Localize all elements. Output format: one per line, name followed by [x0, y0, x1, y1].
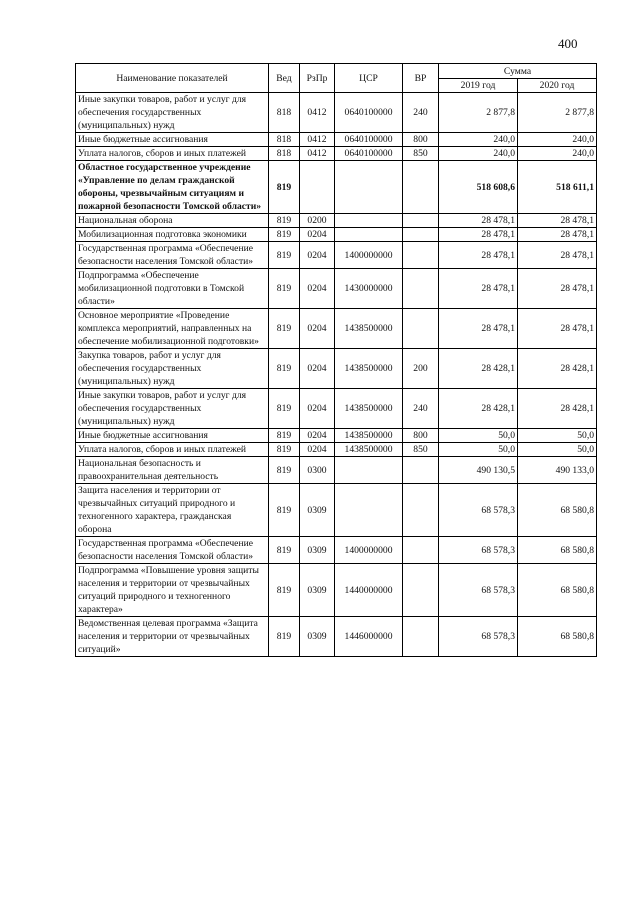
cell-name: Подпрограмма «Повышение уровня защиты населения и территории от чрезвычайных ситуаций природного и техногенного характера» [76, 564, 269, 617]
table-row [76, 147, 597, 161]
cell-csr: 0640100000 [335, 133, 403, 147]
cell-ved: 819 [269, 564, 300, 617]
cell-2019: 68 578,3 [439, 537, 518, 564]
cell-vr [403, 214, 439, 228]
cell-name: Мобилизационная подготовка экономики [76, 228, 269, 242]
cell-2020: 240,0 [518, 133, 597, 147]
cell-ved: 819 [269, 214, 300, 228]
table-row [76, 228, 597, 242]
header-2019: 2019 год [439, 79, 518, 93]
cell-rzpr: 0204 [300, 242, 335, 269]
cell-rzpr: 0309 [300, 484, 335, 537]
page-number: 400 [558, 36, 578, 51]
header-sum: Сумма [439, 64, 597, 79]
table-row [76, 309, 597, 349]
table-row [76, 389, 597, 429]
cell-csr: 1400000000 [335, 537, 403, 564]
cell-rzpr: 0204 [300, 389, 335, 429]
header-ved: Вед [269, 64, 300, 93]
cell-name: Уплата налогов, сборов и иных платежей [76, 443, 269, 457]
cell-name: Защита населения и территории от чрезвычайных ситуаций природного и техногенного характера, гражданская оборона [76, 484, 269, 537]
cell-csr [335, 457, 403, 484]
table-row [76, 93, 597, 133]
cell-vr: 240 [403, 389, 439, 429]
cell-2019: 28 428,1 [439, 389, 518, 429]
cell-csr [335, 484, 403, 537]
cell-name: Национальная безопасность и правоохранительная деятельность [76, 457, 269, 484]
cell-2019: 28 478,1 [439, 214, 518, 228]
cell-rzpr: 0204 [300, 309, 335, 349]
cell-ved: 819 [269, 617, 300, 657]
table-row [76, 161, 597, 214]
cell-ved: 818 [269, 93, 300, 133]
cell-2019: 28 428,1 [439, 349, 518, 389]
cell-name: Национальная оборона [76, 214, 269, 228]
cell-name: Подпрограмма «Обеспечение мобилизационной подготовки в Томской области» [76, 269, 269, 309]
cell-2019: 28 478,1 [439, 228, 518, 242]
cell-vr [403, 242, 439, 269]
cell-rzpr: 0204 [300, 228, 335, 242]
header-2020: 2020 год [518, 79, 597, 93]
cell-ved: 819 [269, 457, 300, 484]
cell-name: Ведомственная целевая программа «Защита населения и территории от чрезвычайных ситуаций» [76, 617, 269, 657]
cell-vr [403, 457, 439, 484]
cell-vr [403, 617, 439, 657]
cell-rzpr: 0412 [300, 93, 335, 133]
cell-ved: 819 [269, 349, 300, 389]
cell-2020: 2 877,8 [518, 93, 597, 133]
cell-2019: 240,0 [439, 147, 518, 161]
cell-rzpr: 0204 [300, 349, 335, 389]
header-csr: ЦСР [335, 64, 403, 93]
table-row [76, 133, 597, 147]
table-row [76, 564, 597, 617]
cell-ved: 819 [269, 484, 300, 537]
cell-csr: 1438500000 [335, 443, 403, 457]
cell-2020: 28 478,1 [518, 214, 597, 228]
cell-ved: 819 [269, 269, 300, 309]
cell-csr: 0640100000 [335, 147, 403, 161]
cell-2020: 28 428,1 [518, 349, 597, 389]
header-name: Наименование показателей [76, 64, 269, 93]
cell-vr [403, 161, 439, 214]
cell-2020: 28 478,1 [518, 269, 597, 309]
cell-csr [335, 161, 403, 214]
cell-rzpr: 0204 [300, 443, 335, 457]
cell-2019: 518 608,6 [439, 161, 518, 214]
cell-name: Иные закупки товаров, работ и услуг для обеспечения государственных (муниципальных) нужд [76, 389, 269, 429]
cell-2020: 68 580,8 [518, 537, 597, 564]
cell-rzpr: 0200 [300, 214, 335, 228]
cell-vr: 240 [403, 93, 439, 133]
cell-2020: 28 478,1 [518, 242, 597, 269]
cell-ved: 818 [269, 147, 300, 161]
cell-vr [403, 537, 439, 564]
cell-ved: 819 [269, 429, 300, 443]
cell-2019: 68 578,3 [439, 564, 518, 617]
cell-2019: 68 578,3 [439, 484, 518, 537]
cell-2019: 28 478,1 [439, 309, 518, 349]
cell-2020: 68 580,8 [518, 617, 597, 657]
cell-vr: 850 [403, 443, 439, 457]
table-row [76, 242, 597, 269]
cell-name: Государственная программа «Обеспечение безопасности населения Томской области» [76, 242, 269, 269]
cell-rzpr: 0412 [300, 147, 335, 161]
cell-vr [403, 228, 439, 242]
table-row [76, 349, 597, 389]
cell-2019: 28 478,1 [439, 242, 518, 269]
cell-csr: 0640100000 [335, 93, 403, 133]
cell-ved: 819 [269, 228, 300, 242]
cell-vr: 800 [403, 133, 439, 147]
cell-2020: 28 478,1 [518, 309, 597, 349]
cell-csr: 1438500000 [335, 429, 403, 443]
cell-csr: 1430000000 [335, 269, 403, 309]
cell-vr: 200 [403, 349, 439, 389]
table-row [76, 429, 597, 443]
cell-2020: 518 611,1 [518, 161, 597, 214]
cell-name: Иные закупки товаров, работ и услуг для обеспечения государственных (муниципальных) нужд [76, 93, 269, 133]
cell-name: Государственная программа «Обеспечение безопасности населения Томской области» [76, 537, 269, 564]
cell-rzpr: 0309 [300, 537, 335, 564]
cell-2020: 240,0 [518, 147, 597, 161]
cell-rzpr: 0204 [300, 429, 335, 443]
cell-2020: 50,0 [518, 443, 597, 457]
table-row [76, 537, 597, 564]
cell-name: Основное мероприятие «Проведение комплекса мероприятий, направленных на обеспечение мобилизационной подготовки» [76, 309, 269, 349]
cell-name: Областное государственное учреждение «Управление по делам гражданской обороны, чрезвычайным ситуациям и пожарной безопасности Томской области» [76, 161, 269, 214]
budget-table [75, 63, 597, 657]
table-row [76, 214, 597, 228]
cell-name: Закупка товаров, работ и услуг для обеспечения государственных (муниципальных) нужд [76, 349, 269, 389]
cell-rzpr: 0309 [300, 564, 335, 617]
cell-name: Иные бюджетные ассигнования [76, 133, 269, 147]
table-row [76, 269, 597, 309]
cell-vr: 800 [403, 429, 439, 443]
cell-ved: 819 [269, 537, 300, 564]
cell-2020: 50,0 [518, 429, 597, 443]
cell-csr: 1438500000 [335, 389, 403, 429]
cell-2019: 2 877,8 [439, 93, 518, 133]
cell-vr [403, 564, 439, 617]
cell-ved: 818 [269, 133, 300, 147]
cell-2019: 240,0 [439, 133, 518, 147]
cell-name: Иные бюджетные ассигнования [76, 429, 269, 443]
table-header-row [76, 64, 597, 79]
header-vr: ВР [403, 64, 439, 93]
header-rzpr: РзПр [300, 64, 335, 93]
cell-name: Уплата налогов, сборов и иных платежей [76, 147, 269, 161]
cell-2019: 50,0 [439, 443, 518, 457]
table-row [76, 457, 597, 484]
cell-csr: 1446000000 [335, 617, 403, 657]
cell-csr [335, 214, 403, 228]
cell-2019: 68 578,3 [439, 617, 518, 657]
cell-ved: 819 [269, 242, 300, 269]
table-row [76, 484, 597, 537]
cell-rzpr: 0300 [300, 457, 335, 484]
cell-2020: 68 580,8 [518, 484, 597, 537]
table-row [76, 443, 597, 457]
cell-csr: 1440000000 [335, 564, 403, 617]
cell-ved: 819 [269, 389, 300, 429]
cell-2019: 490 130,5 [439, 457, 518, 484]
cell-csr: 1400000000 [335, 242, 403, 269]
cell-rzpr: 0309 [300, 617, 335, 657]
cell-2020: 28 428,1 [518, 389, 597, 429]
table-row [76, 617, 597, 657]
cell-2020: 68 580,8 [518, 564, 597, 617]
cell-csr: 1438500000 [335, 309, 403, 349]
cell-2020: 490 133,0 [518, 457, 597, 484]
table-body [76, 93, 597, 657]
cell-rzpr: 0204 [300, 269, 335, 309]
cell-rzpr: 0412 [300, 133, 335, 147]
cell-vr [403, 269, 439, 309]
cell-rzpr [300, 161, 335, 214]
cell-2019: 28 478,1 [439, 269, 518, 309]
cell-csr: 1438500000 [335, 349, 403, 389]
cell-ved: 819 [269, 309, 300, 349]
cell-vr [403, 309, 439, 349]
cell-ved: 819 [269, 161, 300, 214]
cell-ved: 819 [269, 443, 300, 457]
cell-csr [335, 228, 403, 242]
cell-vr: 850 [403, 147, 439, 161]
cell-2020: 28 478,1 [518, 228, 597, 242]
cell-2019: 50,0 [439, 429, 518, 443]
cell-vr [403, 484, 439, 537]
